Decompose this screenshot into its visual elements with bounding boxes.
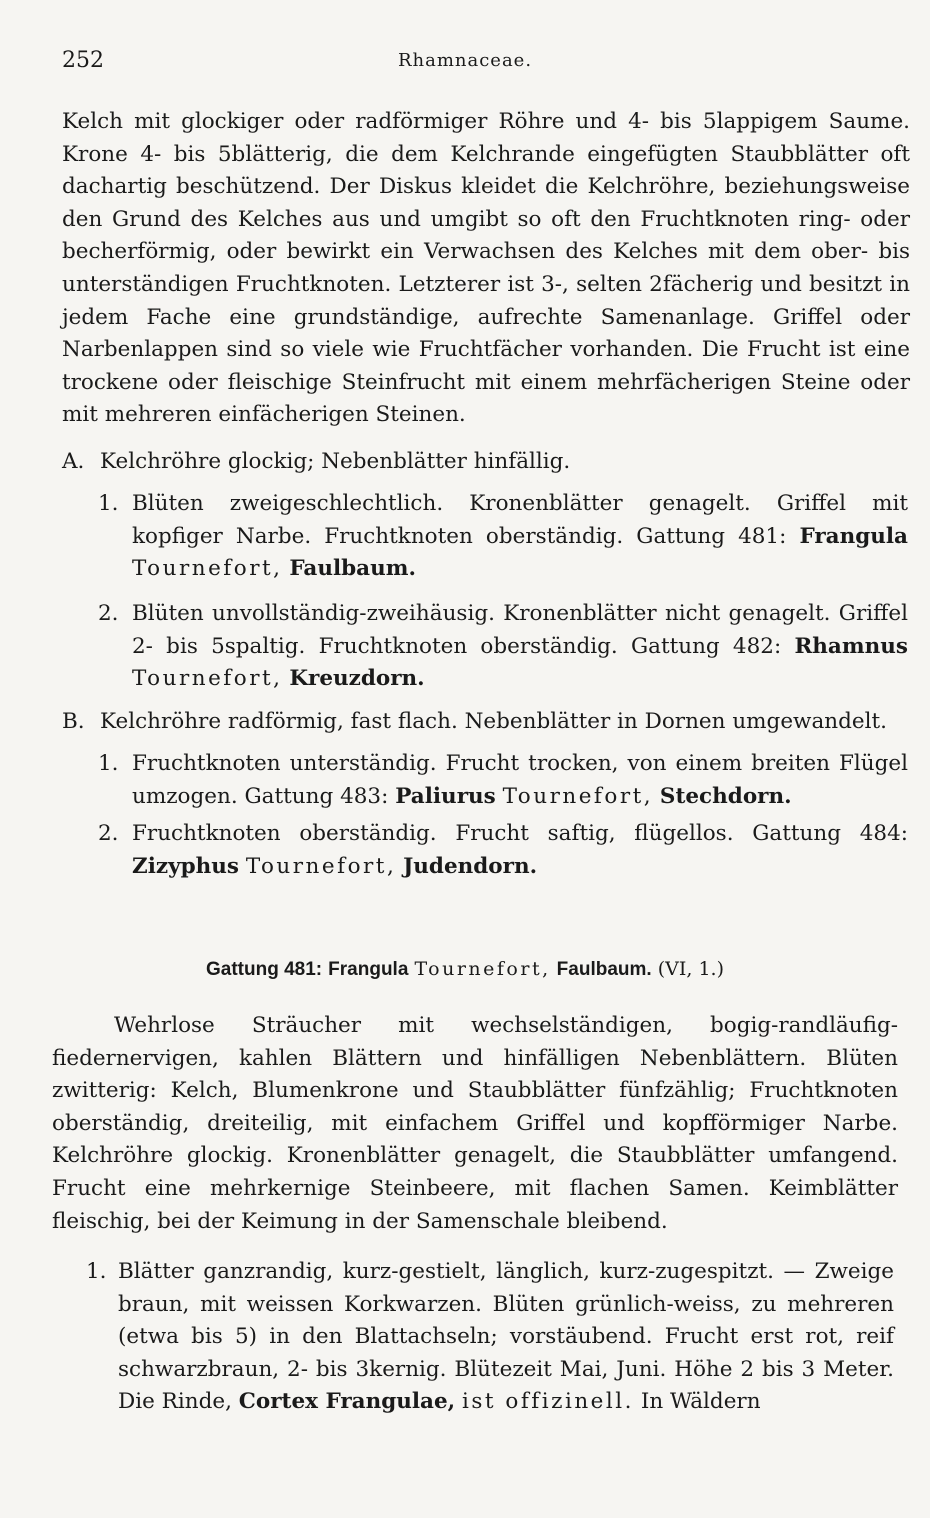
key-a-2-genus: Rhamnus <box>794 633 908 659</box>
key-a-2-common: Kreuzdorn. <box>289 666 425 692</box>
key-b-1-text: Fruchtknoten unterständig. Frucht trocken, von einem breiten Flügel umzogen. Gattung 483: <box>132 751 908 809</box>
page-number: 252 <box>62 48 104 73</box>
key-a-1-entry <box>132 488 908 586</box>
key-a-1 <box>98 488 908 586</box>
key-b-2-author: Tournefort, <box>245 853 397 879</box>
key-b-2-number: 2. <box>98 821 119 846</box>
intro-paragraph: Kelch mit glockiger oder radförmiger Röhre und 4- bis 5lappigem Saume. Krone 4- bis 5blätterig, die dem Kelchrande eingefügten Staubblätter oft dachartig beschützend. Der Diskus kleidet die Kelchröhre, beziehungsweise den Grund des Kelches aus und umgibt so oft den Fruchtknoten ring- oder becherförmig, oder bewirkt ein Verwachsen des Kelches mit dem ober- bis unterständigen Fruchtknoten. Letzterer ist 3-, selten 2fächerig und besitzt in jedem Fache eine grundständige, aufrechte Samenanlage. Griffel oder Narbenlappen sind so viele wie Fruchtfächer vorhanden. Die Frucht ist eine trockene oder fleischige Steinfrucht mit einem mehrfächerigen Steine oder mit mehreren einfächerigen Steinen. <box>62 109 910 428</box>
key-a-text: Kelchröhre glockig; Nebenblätter hinfällig. <box>100 449 571 474</box>
species-1-drug: Cortex Frangulae, <box>238 1389 456 1415</box>
genus-heading-gattung: Gattung 481: <box>206 959 323 980</box>
key-b-text: Kelchröhre radförmig, fast flach. Nebenblätter in Dornen umgewandelt. <box>100 709 887 734</box>
key-a-1-text: Blüten zweigeschlechtlich. Kronenblätter genagelt. Griffel mit kopfiger Narbe. Fruchtknoten oberständig. Gattung 481: <box>132 491 908 549</box>
key-b-1-genus: Paliurus <box>395 783 496 809</box>
key-b-2-genus: Zizyphus <box>132 853 239 879</box>
running-head: Rhamnaceae. <box>397 50 533 71</box>
species-1-text-b: In Wäldern <box>640 1389 761 1415</box>
intro-paragraph-block <box>62 106 910 432</box>
genus-heading-author: Tournefort, <box>414 958 551 980</box>
key-a-2-text: Blüten unvollständig-zweihäusig. Kronenblätter nicht genagelt. Griffel 2- bis 5spaltig. Fruchtknoten oberständig. Gattung 482: <box>132 601 908 659</box>
key-a-label: A. <box>62 449 85 474</box>
key-b-2-common: Judendorn. <box>403 853 538 879</box>
key-b-1-author: Tournefort, <box>502 783 654 809</box>
key-b-1 <box>98 748 908 813</box>
genus-description: Wehrlose Sträucher mit wechselständigen, bogig-randläufig-fiedernervigen, kahlen Blättern und hinfälligen Nebenblättern. Blüten zwitterig: Kelch, Blumenkrone und Staubblätter fünfzählig; Fruchtknoten oberständig, dreiteilig, mit einfachem Griffel und kopfförmiger Narbe. Kelchröhre glockig. Kronenblätter genagelt, die Staubblätter umfangend. Frucht eine mehrkernige Steinbeere, mit flachen Samen. Keimblätter fleischig, bei der Keimung in der Samenschale bleibend. <box>52 1013 898 1234</box>
key-a-1-author: Tournefort, <box>132 556 283 582</box>
species-1-number: 1. <box>86 1259 107 1284</box>
key-b-label: B. <box>62 709 85 734</box>
genus-heading <box>0 958 930 981</box>
genus-heading-common: Faulbaum. <box>556 959 652 980</box>
key-b-2-entry <box>132 818 908 883</box>
key-b-1-number: 1. <box>98 751 119 776</box>
genus-heading-ref: (VI, 1.) <box>657 958 724 980</box>
species-1-entry <box>118 1256 894 1419</box>
key-a-2-author: Tournefort, <box>132 666 283 692</box>
species-1 <box>86 1256 894 1419</box>
key-a-1-genus: Frangula <box>799 523 908 549</box>
key-a-1-common: Faulbaum. <box>289 556 416 582</box>
key-a-2 <box>98 598 908 696</box>
key-a-2-entry <box>132 598 908 696</box>
page-header <box>62 48 868 78</box>
key-b-2-text: Fruchtknoten oberständig. Frucht saftig, flügellos. Gattung 484: <box>132 821 908 846</box>
key-a-2-number: 2. <box>98 601 119 626</box>
species-1-text-a: Blätter ganzrandig, kurz-gestielt, länglich, kurz-zugespitzt. — Zweige braun, mit weissen Korkwarzen. Blüten grünlich-weiss, zu mehreren (etwa bis 5) in den Blattachseln; vorstäubend. Frucht erst rot, reif schwarzbraun, 2- bis 3kernig. Blütezeit Mai, Juni. Höhe 2 bis 3 Meter. Die Rinde, <box>118 1259 894 1415</box>
genus-description-block <box>52 1010 898 1238</box>
species-1-spaced: ist offizinell. <box>462 1389 634 1415</box>
genus-heading-genus: Frangula <box>328 959 409 980</box>
key-b-2 <box>98 818 908 883</box>
key-b-1-entry <box>132 748 908 813</box>
key-b-1-common: Stechdorn. <box>659 783 792 809</box>
key-a-1-number: 1. <box>98 491 119 516</box>
